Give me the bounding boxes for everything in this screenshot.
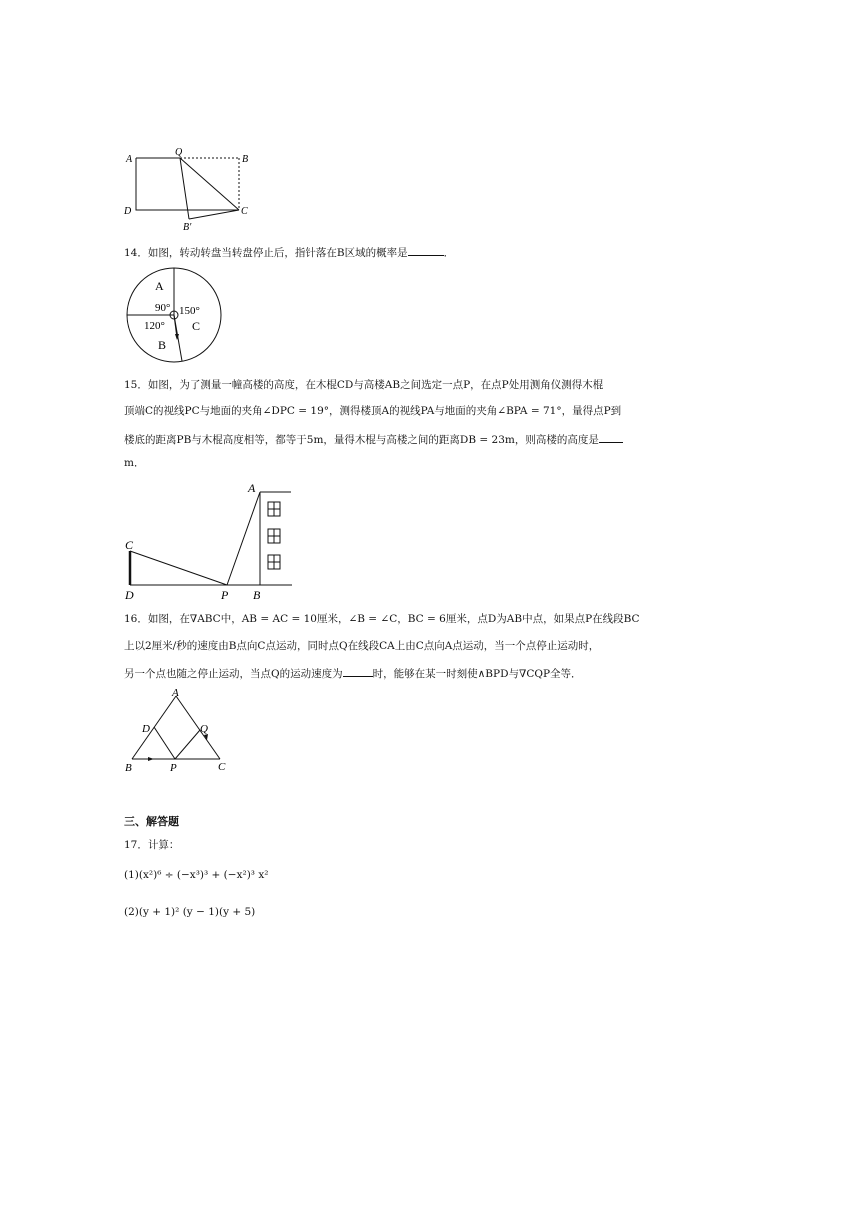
region-C-label: C (192, 319, 201, 333)
label-C: C (125, 538, 134, 552)
label-P: P (221, 588, 229, 602)
label-C: C (218, 761, 226, 773)
answer-blank-14[interactable] (408, 244, 444, 256)
question-15-line-2: 顶端C的视线PC与地面的夹角∠DPC = 19°，测得楼顶A的视线PA与地面的夹角∠BPA = 71°，量得点P到 (124, 405, 622, 417)
question-16-line-1: 16．如图，在∇ABC中，AB = AC = 10厘米，∠B = ∠C，BC = 6厘米，点D为AB中点，如果点P在线段BC (124, 613, 640, 625)
region-A-label: A (155, 279, 164, 293)
label-D: D (124, 206, 132, 217)
question-14-text: 14．如图，转动转盘当转盘停止后，指针落在B区域的概率是 (124, 247, 408, 259)
question-15-line-4: m． (124, 457, 145, 469)
label-A: A (126, 154, 133, 165)
label-P: P (170, 762, 177, 774)
label-Q: Q (200, 723, 208, 735)
answer-blank-16[interactable] (343, 665, 373, 677)
label-A: A (248, 481, 256, 495)
answer-blank-15[interactable] (599, 431, 623, 443)
label-B: B (242, 154, 249, 165)
label-B-prime: B′ (183, 222, 192, 233)
region-B-label: B (158, 338, 167, 352)
question-15-line-1: 15．如图，为了测量一幢高楼的高度，在木棍CD与高楼AB之间选定一点P，在点P处用测角仪测得木棍 (124, 379, 604, 391)
figure-folded-rectangle (118, 146, 258, 236)
figure-building (118, 478, 298, 602)
question-17-title: 17．计算： (124, 839, 180, 851)
angle-90-label: 90° (155, 302, 171, 314)
figure-spinner (122, 266, 226, 366)
angle-150-label: 150° (179, 305, 200, 317)
question-17-part-2: (2)(y + 1)² (y − 1)(y + 5) (124, 906, 256, 918)
label-Q: Q (175, 147, 183, 158)
label-B: B (125, 762, 132, 774)
label-D: D (142, 723, 150, 735)
label-D: D (125, 588, 134, 602)
question-16-line-2: 上以2厘米/秒的速度由B点向C点运动，同时点Q在线段CA上由C点向A点运动，当一个点停止运动时， (124, 640, 600, 652)
label-C: C (241, 206, 248, 217)
question-17-part-1: (1)(x²)⁶ ÷ (−x³)³ + (−x²)³ x² (124, 869, 269, 881)
question-16-line-3: 另一个点也随之停止运动，当点Q的运动速度为 时，能够在某一时刻使∧BPD与∇CQP全等． (124, 665, 582, 681)
figure-triangle (118, 686, 238, 776)
angle-120-label: 120° (144, 320, 165, 332)
question-15-line-3: 楼底的距离PB与木棍高度相等，都等于5m，量得木棍与高楼之间的距离DB = 23m，则高楼的高度是 (124, 431, 623, 447)
label-A: A (172, 687, 179, 699)
label-B: B (253, 588, 261, 602)
question-14: 14．如图，转动转盘当转盘停止后，指针落在B区域的概率是 ． (124, 244, 454, 260)
section-heading: 三、解答题 (124, 815, 179, 828)
